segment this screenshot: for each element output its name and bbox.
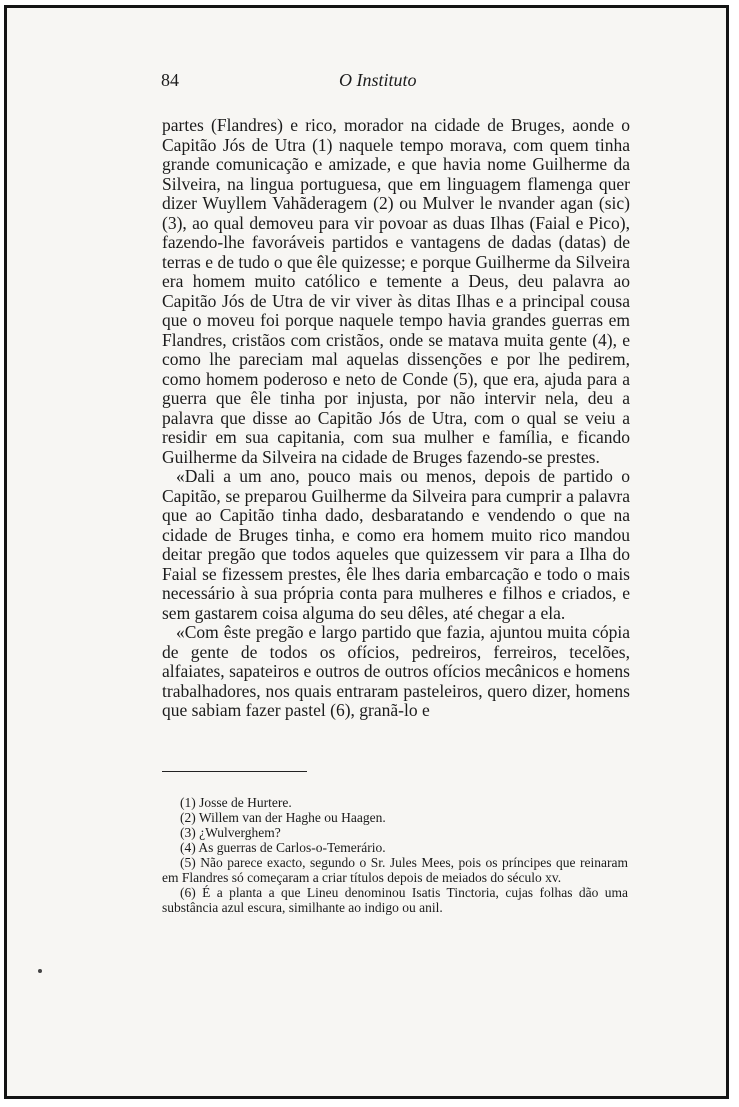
footnote-divider [162, 771, 307, 772]
footnote: (1) Josse de Hurtere. [180, 795, 292, 810]
footnote: (4) As guerras de Carlos-o-Temerário. [180, 840, 386, 855]
ink-speck [38, 969, 42, 973]
paragraph: «Dali a um ano, pouco mais ou menos, depois de partido o Capitão, se preparou Guilherme da Silveira para cumprir a palavra que ao Capitão tinha dado, desbaratando e vendendo o que na cidade de Bruges tinha, e como era homem muito rico mandou deitar pregão que todos aqueles que quizessem vir para a Ilha do Faial se fizessem prestes, êle lhes daria embarcação e todo o mais necessário à sua própria conta para mulheres e filhos e criados, e sem gastarem coisa alguma do seu dêles, até chegar a ela. [162, 466, 630, 623]
footnotes [162, 795, 628, 915]
paragraph: «Com êste pregão e largo partido que fazia, ajuntou muita cópia de gente de todos os ofícios, pedreiros, ferreiros, tecelões, alfaiates, sapateiros e outros de outros ofícios mecânicos e homens trabalhadores, nos quais entraram pasteleiros, quero dizer, homens que sabiam fazer pastel (6), granã-lo e [162, 622, 630, 720]
footnote: (5) Não parece exacto, segundo o Sr. Jules Mees, pois os príncipes que reinaram em Flandres só começaram a criar títulos depois de meiados do século xv. [162, 855, 628, 885]
running-title: O Instituto [339, 70, 417, 90]
page-header [161, 70, 631, 92]
page-number: 84 [161, 70, 179, 90]
paragraph: partes (Flandres) e rico, morador na cidade de Bruges, aonde o Capitão Jós de Utra (1) naquele tempo morava, com quem tinha grande comunicação e amizade, e que havia nome Guilherme da Silveira, na lingua portuguesa, que em linguagem flamenga quer dizer Wuyllem Vahãderagem (2) ou Mulver le nvander agan (sic) (3), ao qual demoveu para vir povoar as duas Ilhas (Faial e Pico), fazendo-lhe favoráveis partidos e vantagens de dadas (datas) de terras e de tudo o que êle quizesse; e porque Guilherme da Silveira era homem muito católico e temente a Deus, deu palavra ao Capitão Jós de Utra de vir viver às ditas Ilhas e a principal cousa que o moveu foi porque naquele tempo havia grandes guerras em Flandres, cristãos com cristãos, onde se matava muita gente (4), e como lhe pareciam mal aquelas dissenções e por lhe pedirem, como homem poderoso e neto de Conde (5), que era, ajuda para a guerra que êle tinha por injusta, por não intervir nela, deu a palavra que disse ao Capitão Jós de Utra, com o qual se veiu a residir em sua capitania, com sua mulher e família, e ficando Guilherme da Silveira na cidade de Bruges fazendo-se prestes. [162, 115, 630, 467]
footnote: (3) ¿Wulverghem? [180, 825, 281, 840]
footnote: (6) É a planta a que Lineu denominou Isatis Tinctoria, cujas folhas dão uma substância azul escura, similhante ao indigo ou anil. [162, 885, 628, 915]
footnote: (2) Willem van der Haghe ou Haagen. [180, 810, 386, 825]
body-text [162, 116, 630, 721]
